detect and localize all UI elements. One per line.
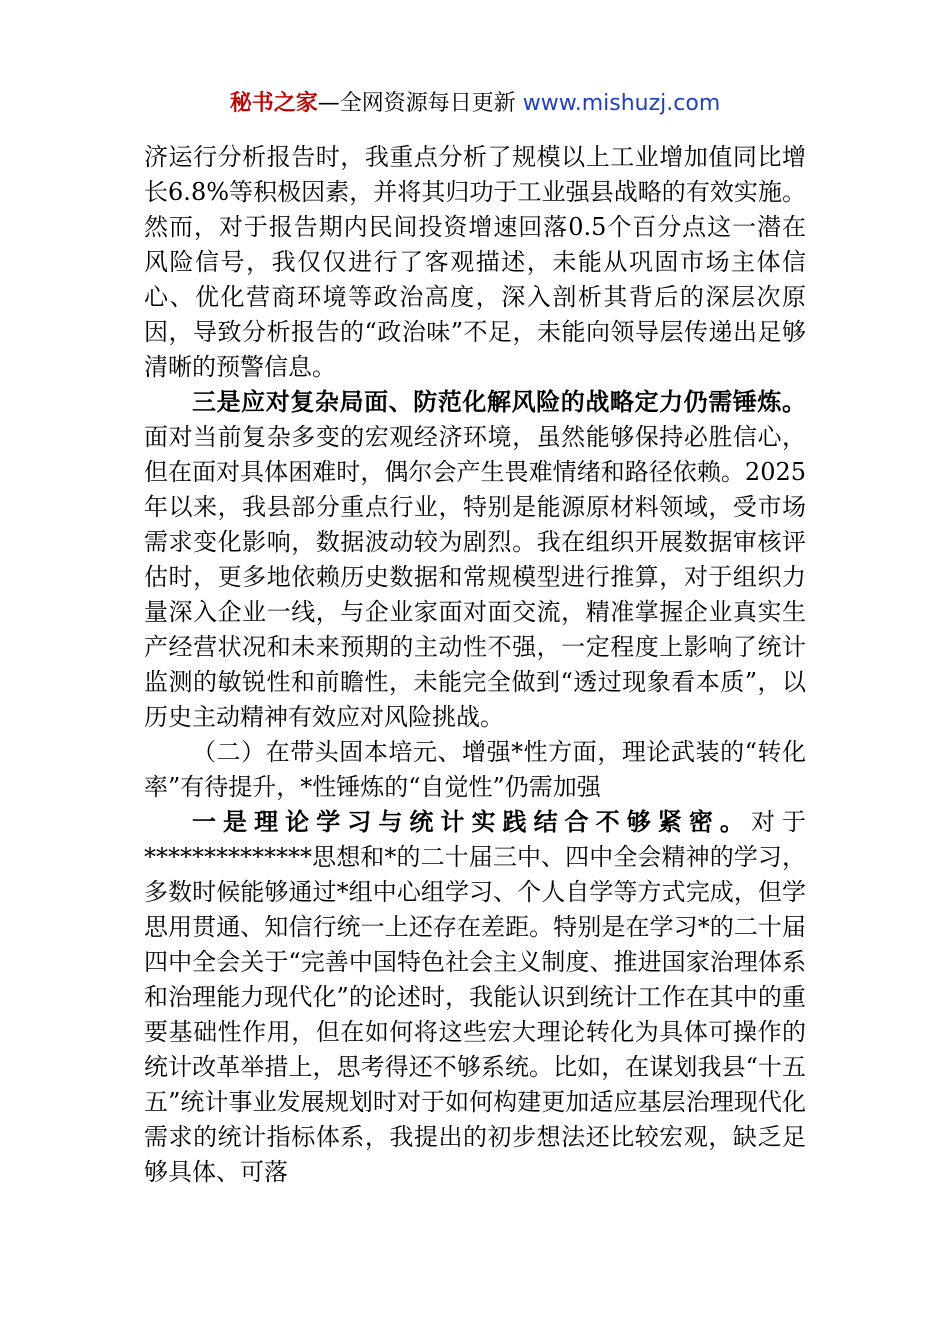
paragraph-lead-heading: 一是理论学习与统计实践结合不够紧密。 — [192, 808, 751, 836]
document-body — [144, 140, 806, 1190]
section-heading-two: （二）在带头固本培元、增强*性方面，理论武装的“转化率”有待提升，*性锤炼的“自觉性”仍需加强 — [144, 738, 806, 801]
header-url-link[interactable]: www.mishuzj.com — [522, 91, 721, 116]
paragraph-point-three — [144, 385, 806, 735]
paragraph-point-one — [144, 805, 806, 1190]
paragraph-body-text: 对于**************思想和*的二十届三中、四中全会精神的学习，多数时候能够通过*组中心组学习、个人自学等方式完成，但学思用贯通、知信行统一上还存在差距。特别是在学习*的二十届四中全会关于“完善中国特色社会主义制度、推进国家治理体系和治理能力现代化”的论述时，我能认识到统计工作在其中的重要基础性作用，但在如何将这些宏大理论转化为具体可操作的统计改革举措上，思考得还不够系统。比如，在谋划我县“十五五”统计事业发展规划时对于如何构建更加适应基层治理现代化需求的统计指标体系，我提出的初步想法还比较宏观，缺乏足够具体、可落 — [144, 808, 807, 1186]
header-brand: 秘书之家 — [229, 91, 318, 116]
site-header — [0, 88, 950, 120]
paragraph-body-text: 面对当前复杂多变的宏观经济环境，虽然能够保持必胜信心，但在面对具体困难时，偶尔会产生畏难情绪和路径依赖。2025年以来，我县部分重点行业，特别是能源原材料领域，受市场需求变化影响，数据波动较为剧烈。我在组织开展数据审核评估时，更多地依赖历史数据和常规模型进行推算，对于组织力量深入企业一线，与企业家面对面交流，精准掌握企业真实生产经营状况和未来预期的主动性不强，一定程度上影响了统计监测的敏锐性和前瞻性，未能完全做到“透过现象看本质”，以历史主动精神有效应对风险挑战。 — [144, 423, 806, 731]
paragraph-continuation: 济运行分析报告时，我重点分析了规模以上工业增加值同比增长6.8%等积极因素，并将其归功于工业强县战略的有效实施。然而，对于报告期内民间投资增速回落0.5个百分点这一潜在风险信号，我仅仅进行了客观描述，未能从巩固市场主体信心、优化营商环境等政治高度，深入剖析其背后的深层次原因，导致分析报告的“政治味”不足，未能向领导层传递出足够清晰的预警信息。 — [144, 143, 806, 381]
paragraph-lead-heading: 三是应对复杂局面、防范化解风险的战略定力仍需锤炼。 — [192, 388, 806, 416]
header-tagline: —全网资源每日更新 — [317, 91, 523, 116]
